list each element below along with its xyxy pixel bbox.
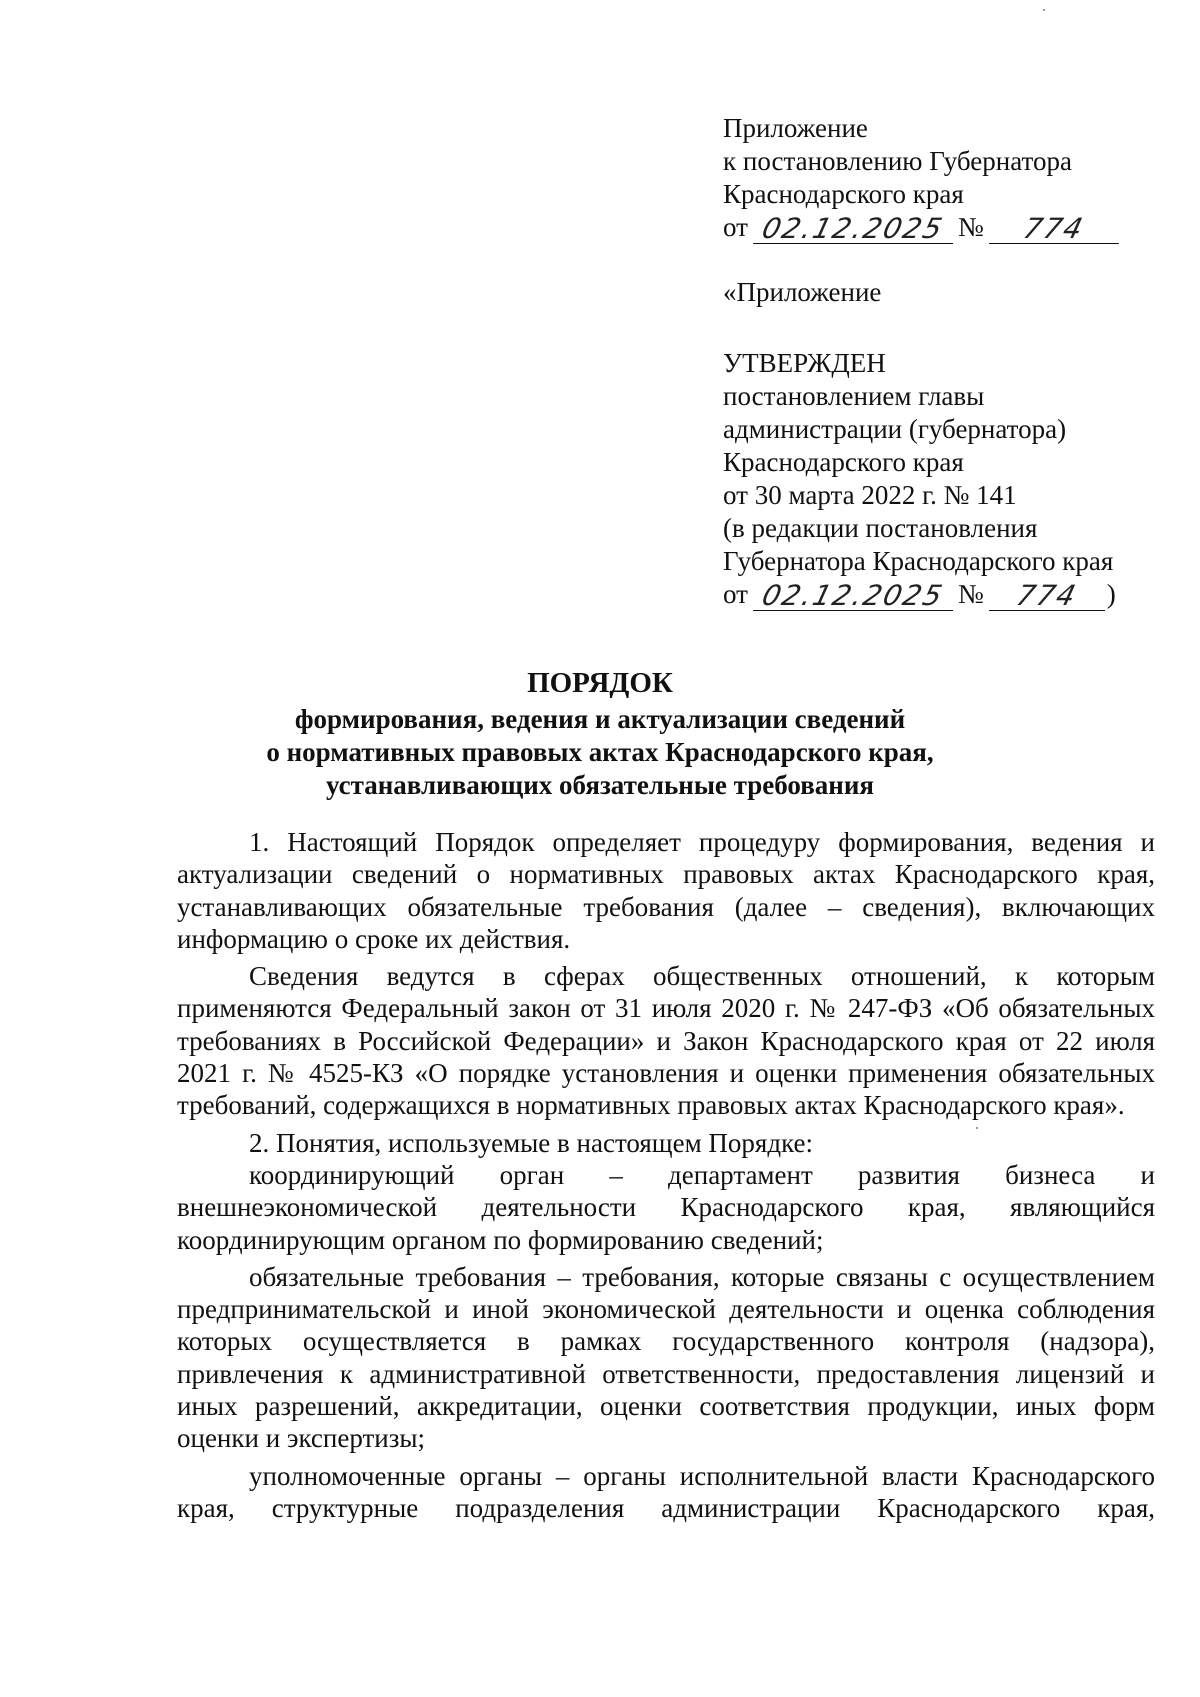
handwritten-number: 774 <box>1012 579 1081 612</box>
scan-speck <box>1043 9 1045 11</box>
date-field <box>753 213 953 244</box>
approval-line: Губернатора Краснодарского края <box>723 546 1114 576</box>
approval-line: постановлением главы <box>723 381 985 411</box>
title-line: устанавливающих обязательные требования <box>325 770 875 800</box>
closing-paren: ) <box>1106 579 1116 609</box>
number-field <box>989 580 1105 611</box>
approval-line: администрации (губернатора) <box>723 414 1067 444</box>
approval-date-number-line <box>723 578 1163 611</box>
paragraph: координирующий орган – департамент развития бизнеса и внешнеэкономической деятельности Краснодарского края, являющийся координирующим органом по формированию сведений; <box>177 1159 1155 1255</box>
document-body <box>177 826 1155 1529</box>
date-field <box>753 580 953 611</box>
handwritten-date: 02.12.2025 <box>758 212 948 245</box>
title-line: формирования, ведения и актуализации сведений <box>294 704 906 734</box>
approved-heading: УТВЕРЖДЕН <box>723 348 886 378</box>
approval-prefix: «Приложение <box>723 277 882 307</box>
number-label: № <box>957 212 984 242</box>
approval-line: от 30 марта 2022 г. № 141 <box>723 480 1017 510</box>
from-label: от <box>723 212 748 242</box>
document-title <box>0 667 1200 802</box>
header-block <box>723 112 1163 611</box>
attachment-line: к постановлению Губернатора <box>723 146 1072 176</box>
attachment-date-number-line <box>723 211 1163 244</box>
approval-line: (в редакции постановления <box>723 513 1038 543</box>
paragraph: обязательные требования – требования, которые связаны с осуществлением предпринимательской и иной экономической деятельности и оценка соблюдения которых осуществляется в рамках государственного контроля (надзора), привлечения к административной ответственности, предоставления лицензий и иных разрешений, аккредитации, оценки соответствия продукции, иных форм оценки и экспертизы; <box>177 1261 1155 1454</box>
paragraph: 2. Понятия, используемые в настоящем Порядке: <box>249 1127 813 1158</box>
scan-speck <box>976 1127 978 1129</box>
number-field <box>989 213 1119 244</box>
title-line: о нормативных правовых актах Краснодарского края, <box>266 737 934 767</box>
attachment-line: Приложение <box>723 113 868 143</box>
title-main: ПОРЯДОК <box>527 667 673 699</box>
from-label: от <box>723 579 748 609</box>
handwritten-number: 774 <box>1019 212 1088 245</box>
number-label: № <box>957 579 984 609</box>
paragraph: Сведения ведутся в сферах общественных отношений, к которым применяются Федеральный закон от 31 июля 2020 г. № 247-ФЗ «Об обязательных требованиях в Российской Федерации» и Закон Краснодарского края от 22 июля 2021 г. № 4525-КЗ «О порядке установления и оценки применения обязательных требований, содержащихся в нормативных правовых актах Краснодарского края». <box>177 961 1155 1121</box>
attachment-line: Краснодарского края <box>723 179 964 209</box>
paragraph: уполномоченные органы – органы исполнительной власти Краснодарского края, структурные подразделения администрации Краснодарского края, <box>177 1460 1155 1523</box>
approval-line: Краснодарского края <box>723 447 964 477</box>
handwritten-date: 02.12.2025 <box>758 579 948 612</box>
paragraph: 1. Настоящий Порядок определяет процедуру формирования, ведения и актуализации сведений о нормативных правовых актах Краснодарского края, устанавливающих обязательные требования (далее – сведения), включающих информацию о сроке их действия. <box>177 827 1155 954</box>
